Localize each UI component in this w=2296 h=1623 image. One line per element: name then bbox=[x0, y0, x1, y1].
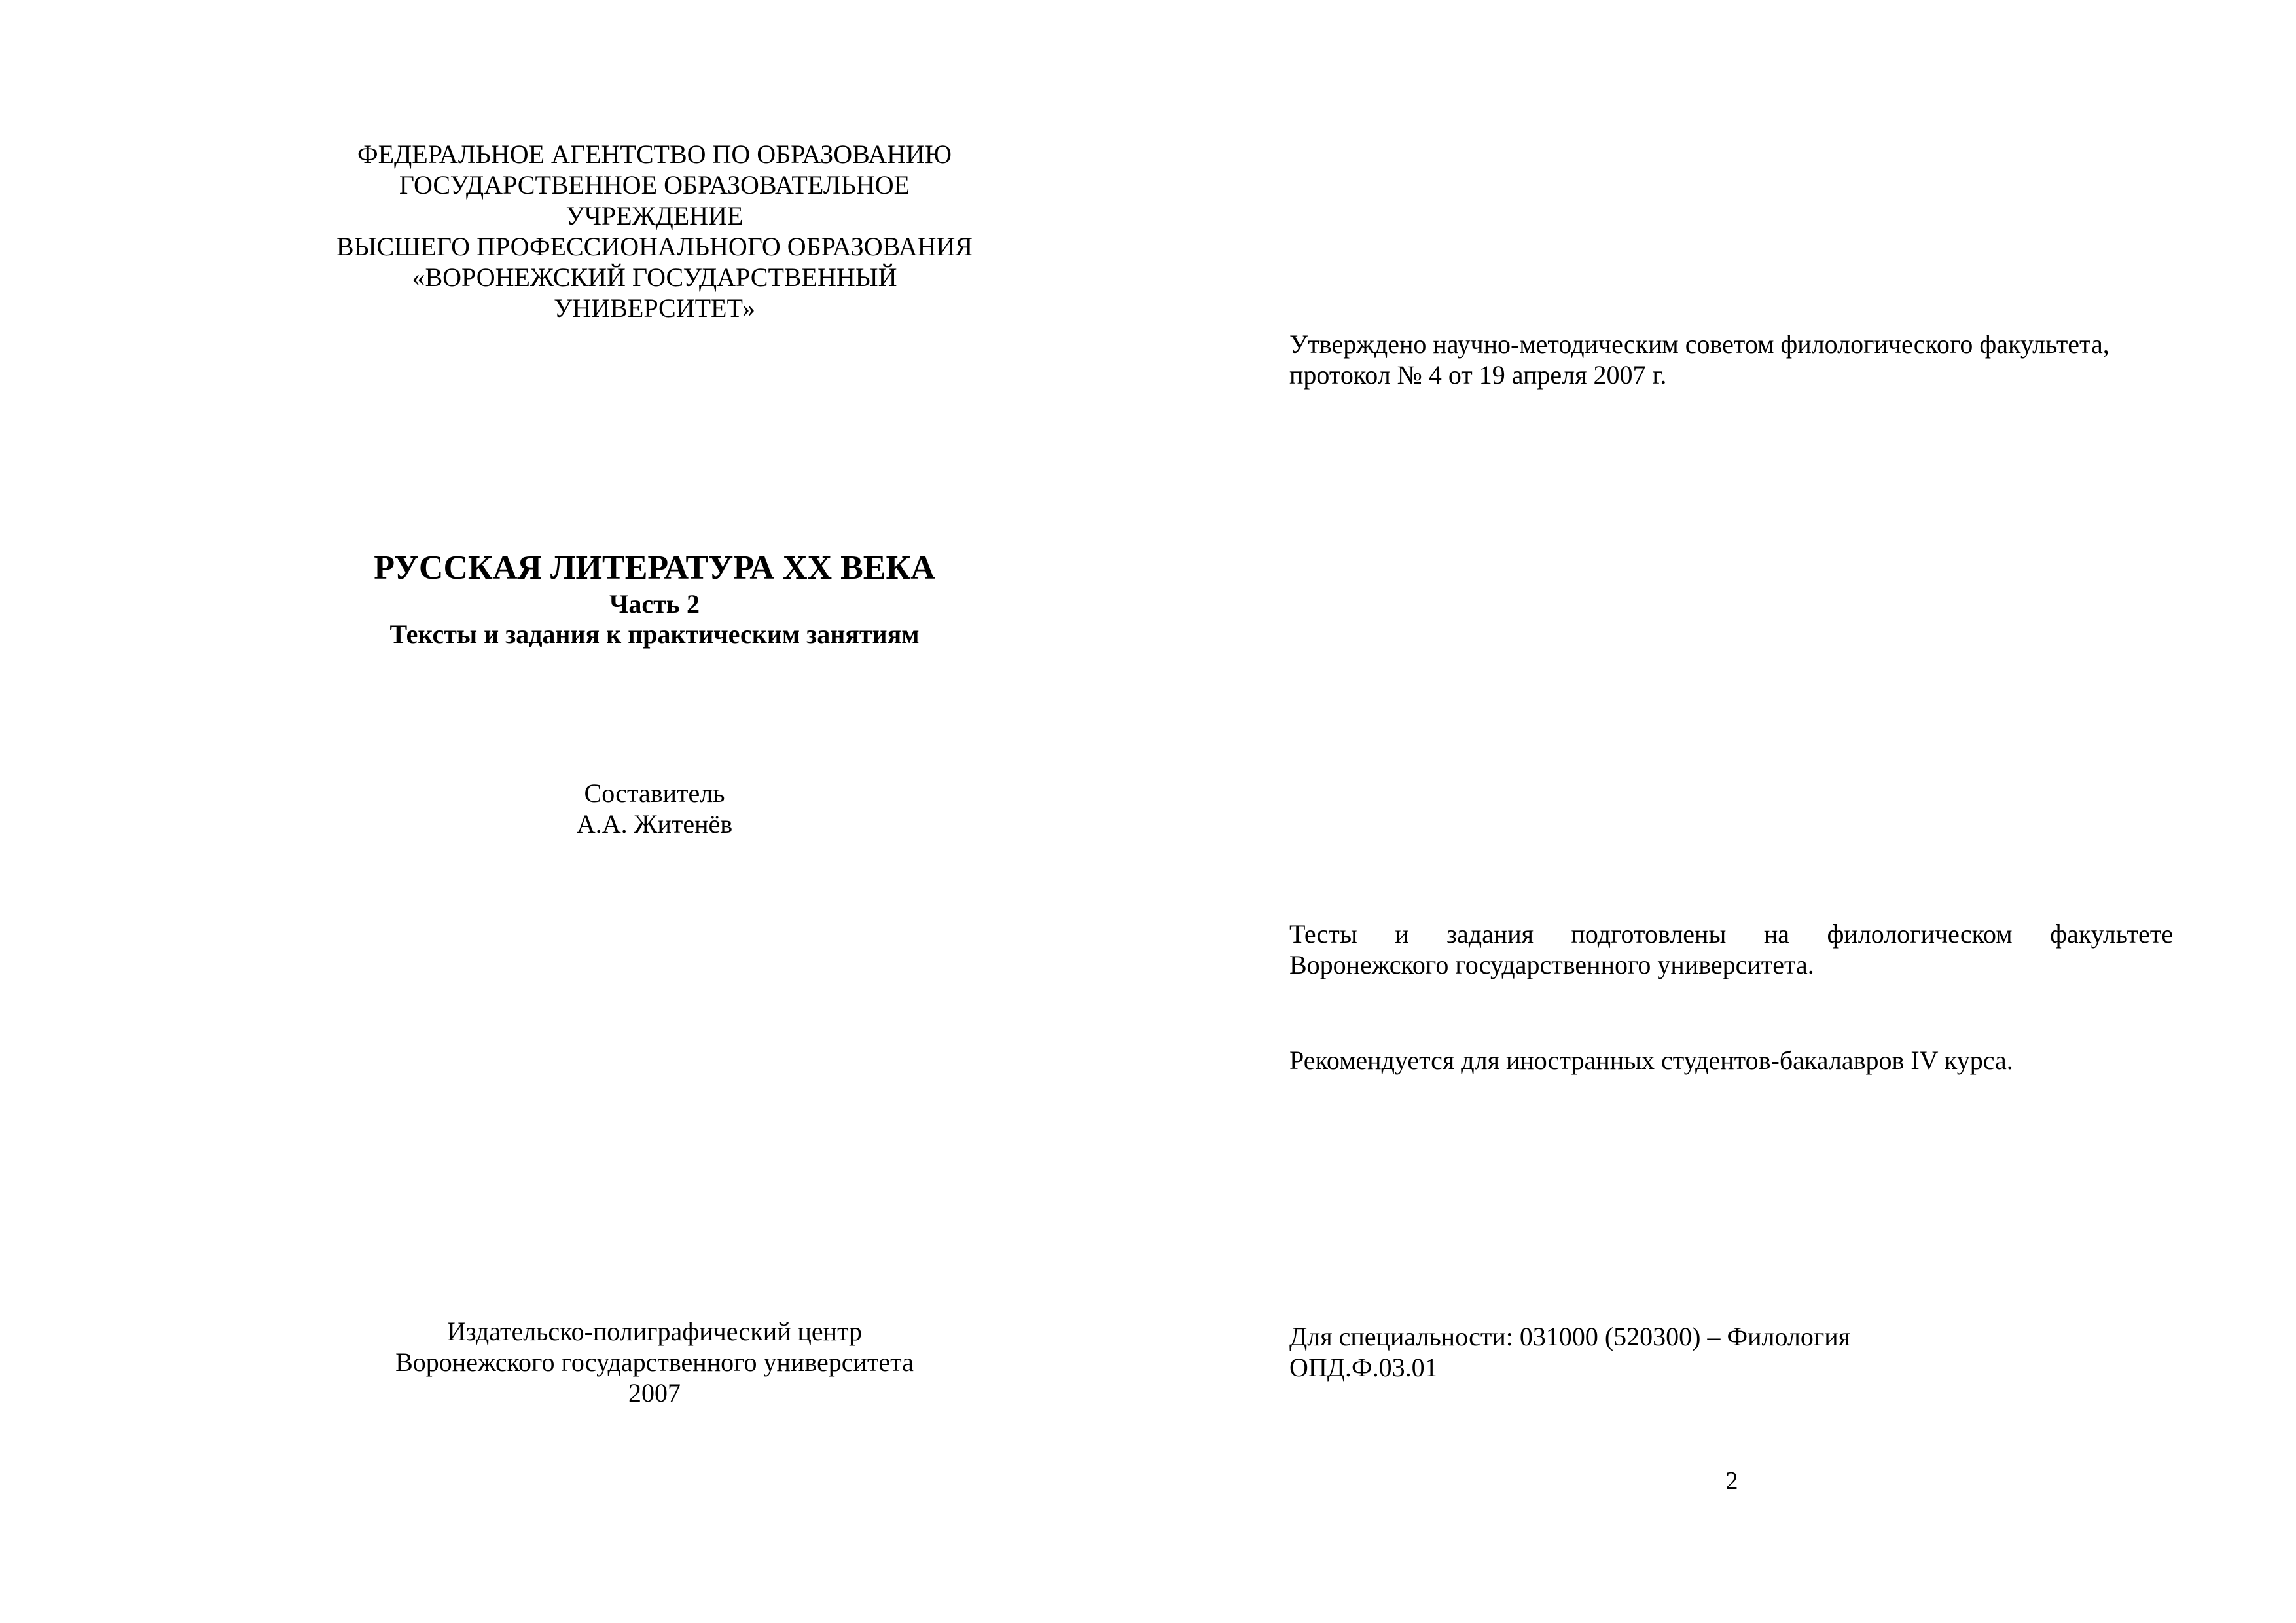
publisher-line: Воронежского государственного университета bbox=[395, 1347, 914, 1377]
document-part: Часть 2 bbox=[609, 589, 700, 619]
document-subtitle: Тексты и задания к практическим занятиям bbox=[389, 619, 920, 649]
speciality-note bbox=[1289, 1321, 2206, 1383]
imprint-page bbox=[1148, 0, 2296, 1623]
approval-line: Утверждено научно-методическим советом филологического факультета, bbox=[1289, 329, 2109, 359]
institution-line: ВЫСШЕГО ПРОФЕССИОНАЛЬНОГО ОБРАЗОВАНИЯ bbox=[336, 232, 973, 261]
institution-line: ГОСУДАРСТВЕННОЕ ОБРАЗОВАТЕЛЬНОЕ bbox=[399, 170, 910, 200]
publication-year: 2007 bbox=[628, 1378, 681, 1408]
institution-line: «ВОРОНЕЖСКИЙ ГОСУДАРСТВЕННЫЙ bbox=[412, 263, 897, 292]
compiler-name: А.А. Житенёв bbox=[576, 809, 733, 839]
title-block bbox=[0, 547, 1309, 649]
publisher-line: Издательско-полиграфический центр bbox=[446, 1317, 863, 1346]
institution-line: ФЕДЕРАЛЬНОЕ АГЕНТСТВО ПО ОБРАЗОВАНИЮ bbox=[357, 139, 952, 169]
prepared-note bbox=[1289, 919, 2173, 980]
speciality-code: ОПД.Ф.03.01 bbox=[1289, 1353, 1438, 1382]
institution-line: УНИВЕРСИТЕТ» bbox=[554, 293, 755, 323]
publisher-block bbox=[0, 1316, 1309, 1408]
speciality-line: Для специальности: 031000 (520300) – Филология bbox=[1289, 1322, 1851, 1351]
compiler-block bbox=[0, 778, 1309, 839]
institution-header bbox=[0, 139, 1309, 323]
document-title: РУССКАЯ ЛИТЕРАТУРА XX ВЕКА bbox=[374, 549, 935, 587]
recommendation-note bbox=[1289, 1045, 2206, 1076]
institution-line: УЧРЕЖДЕНИЕ bbox=[565, 201, 744, 230]
prepared-line: Тесты и задания подготовлены на филологическом факультете bbox=[1289, 919, 2173, 949]
compiler-label: Составитель bbox=[584, 778, 725, 808]
prepared-line: Воронежского государственного университета. bbox=[1289, 950, 1814, 979]
recommendation-line: Рекомендуется для иностранных студентов-бакалавров IV курса. bbox=[1289, 1046, 2013, 1075]
approval-note bbox=[1289, 329, 2206, 390]
approval-line: протокол № 4 от 19 апреля 2007 г. bbox=[1289, 360, 1667, 390]
page-number: 2 bbox=[1725, 1467, 1738, 1495]
